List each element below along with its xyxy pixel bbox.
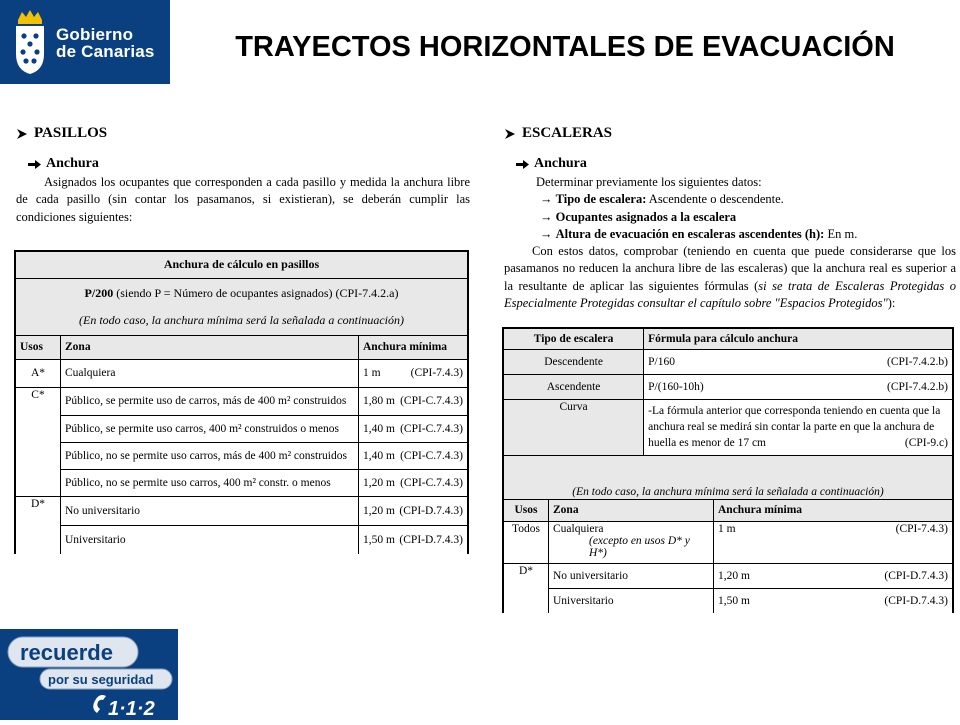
cell-ref: (CPI-7.4.3) (895, 522, 948, 535)
cell-tipo: Ascendente (504, 374, 644, 399)
cell-uso: C* (16, 387, 61, 496)
section-title: PASILLOS (34, 125, 108, 141)
para-text-b: ): (887, 296, 896, 311)
col-header-zona: Zona (61, 335, 359, 359)
cell-anchura: 1,40 m (363, 449, 395, 462)
arrow-right-icon (504, 128, 516, 140)
table-row (504, 521, 952, 563)
logo-word-seguridad: por su seguridad (48, 672, 154, 687)
table-row (16, 415, 467, 442)
col-header-usos: Usos (16, 335, 61, 359)
table-row (16, 387, 467, 415)
cell-ref: (CPI-C.7.4.3) (400, 395, 463, 408)
check-paragraph (504, 243, 956, 312)
cell-zona: Público, no se permite uso carros, 400 m² constr. o menos (61, 469, 359, 496)
recuerde-112-graphic (0, 629, 178, 720)
cell-ref: (CPI-D.7.4.3) (399, 534, 463, 547)
cell-ref: (CPI-D.7.4.3) (399, 504, 463, 517)
phone-icon (93, 695, 106, 713)
table-row (504, 588, 952, 613)
cell-anchura: 1,40 m (363, 422, 395, 435)
cell-ref: (CPI-C.7.4.3) (400, 449, 463, 462)
cell-anchura: 1 m (718, 522, 736, 535)
gobierno-canarias-logo (0, 0, 170, 84)
cell-zona: Universitario (61, 525, 359, 554)
cell-ref: (CPI-D.7.4.3) (884, 569, 948, 582)
cell-anchura: 1,20 m (718, 569, 750, 582)
cell-tipo: Descendente (504, 349, 644, 374)
bullet-rest: En m. (824, 226, 858, 241)
table-row (16, 525, 467, 554)
cell-formula: P/(160-10h) (648, 380, 704, 393)
bullet-bold: Ocupantes asignados a la escalera (555, 209, 737, 224)
formula-rest: (siendo P = Número de ocupantes asignados) (CPI-7.4.2.a) (113, 285, 399, 300)
cell-zona: Público, se permite uso carros, 400 m² construidos o menos (61, 415, 359, 442)
bullet-bold: Altura de evacuación en escaleras ascendentes (h): (555, 226, 825, 241)
page-title: TRAYECTOS HORIZONTALES DE EVACUACIÓN (235, 31, 895, 63)
bullet-item: → Altura de evacuación en escaleras ascendentes (h): En m. (540, 226, 858, 241)
cell-ref: (CPI-7.4.2.b) (886, 380, 948, 393)
cell-ref: (CPI-C.7.4.3) (400, 422, 463, 435)
cell-ref: (CPI-D.7.4.3) (884, 595, 948, 608)
subsection-title: Anchura (534, 156, 587, 171)
subsection-heading-anchura (28, 156, 470, 172)
cell-formula: -La fórmula anterior que corresponda teniendo en cuenta que la anchura real se medirá sin contar la parte en que la anchura de huella es menor de 17 cm (648, 405, 941, 450)
cell-zona: No universitario (549, 563, 714, 588)
bullet-item: → Tipo de escalera: Ascendente o descendente. (540, 192, 784, 207)
col-header-tipo: Tipo de escalera (504, 329, 644, 349)
logo-word-recuerde: recuerde (20, 640, 113, 665)
arrow-right-icon (16, 128, 28, 140)
cell-zona-note: (excepto en usos D* y H*) (589, 534, 690, 559)
cell-zona: No universitario (61, 496, 359, 525)
cell-ref: (CPI-7.4.3) (410, 367, 463, 380)
cell-uso: A* (16, 359, 61, 387)
cell-ref: (CPI-7.4.2.b) (886, 355, 948, 368)
cell-anchura: 1,50 m (718, 595, 750, 608)
para-text-a: Con estos datos, comprobar (teniendo en cuenta que puede considerarse que los pasamanos no reducen la anchura libre de las escaleras) que la anchura real es superior a la resultante de aplicar las siguientes fórmulas ( (504, 244, 956, 293)
hand-arrow-icon (516, 160, 529, 169)
cell-uso: Todos (504, 521, 549, 563)
cell-anchura: 1,50 m (363, 534, 395, 547)
bullet-rest: Ascendente o descendente. (646, 192, 784, 207)
table-note: (En todo caso, la anchura mínima será la señalada a continuación) (504, 455, 952, 499)
pasillos-section (14, 125, 470, 554)
formula-bold: P/200 (84, 285, 114, 300)
table-row (16, 496, 467, 525)
cell-zona: Público, se permite uso de carros, más de 400 m² construidos (61, 387, 359, 415)
table-title: Anchura de cálculo en pasillos (16, 252, 467, 279)
subsection-heading-anchura (516, 156, 956, 172)
col-header-formula: Fórmula para cálculo anchura (644, 329, 952, 349)
table-row (504, 349, 952, 374)
table-row (16, 469, 467, 496)
data-bullets (540, 191, 956, 243)
formula-cell (16, 278, 467, 335)
cell-anchura: 1,20 m (363, 504, 395, 517)
cell-uso: D* (504, 563, 549, 613)
table-note: (En todo caso, la anchura mínima será la señalada a continuación) (79, 312, 404, 327)
bullet-bold: Tipo de escalera: (555, 192, 647, 207)
pasillos-table (14, 250, 469, 555)
col-header-anchura: Anchura mínima (359, 335, 468, 359)
cell-zona: Universitario (549, 588, 714, 613)
cell-anchura: 1,20 m (363, 476, 395, 489)
hand-arrow-icon (28, 160, 41, 169)
logo-number: 1·1·2 (108, 698, 155, 720)
cell-zona: Público, no se permite uso carros, más de 400 m² construidos (61, 442, 359, 469)
cell-zona: Cualquiera (61, 359, 359, 387)
logo-line-1: Gobierno (56, 25, 134, 44)
cell-ref: (CPI-9.c) (904, 437, 948, 450)
col-header-usos: Usos (504, 499, 549, 521)
intro-paragraph: Asignados los ocupantes que corresponden a cada pasillo y medida la anchura libre de cada pasillo (sin contar los pasamanos, si existieran), se deberán cumplir las condiciones siguientes: (16, 175, 470, 224)
section-heading-pasillos (16, 125, 470, 142)
logo-line-2: de Canarias (56, 42, 155, 61)
table-row (504, 374, 952, 399)
cell-formula: P/160 (648, 355, 675, 368)
table-row (16, 359, 467, 387)
table-row (504, 399, 952, 455)
bullet-item: → Ocupantes asignados a la escalera (540, 209, 737, 224)
cell-uso: D* (16, 496, 61, 554)
cell-anchura: 1,80 m (363, 395, 395, 408)
para-text-italic: si se trata de Escaleras Protegidas o Especialmente Protegidas consultar el capítulo sobre "Espacios Protegidos" (504, 278, 956, 311)
recuerde-112-logo (0, 629, 178, 720)
cell-tipo: Curva (504, 399, 644, 455)
escaleras-table (502, 327, 954, 613)
section-heading-escaleras (504, 125, 956, 142)
escaleras-section (502, 125, 956, 613)
col-header-anchura: Anchura mínima (714, 499, 953, 521)
cell-ref: (CPI-C.7.4.3) (400, 476, 463, 489)
canarias-crest-icon (12, 8, 48, 76)
table-row (504, 563, 952, 588)
intro-line: Determinar previamente los siguientes datos: (536, 175, 762, 189)
subsection-title: Anchura (46, 156, 99, 171)
cell-anchura: 1 m (363, 367, 381, 380)
section-title: ESCALERAS (522, 125, 613, 141)
cell-zona: Cualquiera (553, 522, 604, 535)
table-row (16, 442, 467, 469)
col-header-zona: Zona (549, 499, 714, 521)
